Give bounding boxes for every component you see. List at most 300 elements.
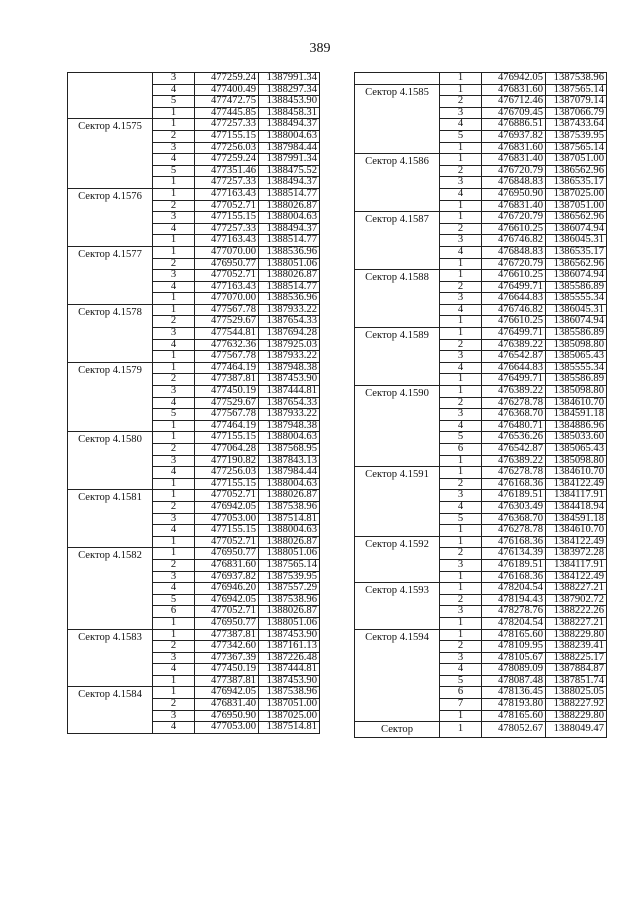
coordinate-y: 1387514.81 bbox=[259, 513, 320, 525]
point-number: 4 bbox=[153, 525, 195, 537]
coordinate-x: 477070.00 bbox=[195, 293, 259, 305]
table-row bbox=[355, 629, 607, 641]
table-row bbox=[355, 270, 607, 282]
coordinate-x: 477529.67 bbox=[195, 316, 259, 328]
point-number: 7 bbox=[440, 699, 482, 711]
sector-name: Сектор 4.1577 bbox=[68, 246, 153, 304]
point-number: 4 bbox=[153, 84, 195, 96]
coordinate-x: 477367.39 bbox=[195, 652, 259, 664]
coordinate-x: 477445.85 bbox=[195, 107, 259, 119]
coordinate-y: 1385098.80 bbox=[546, 455, 607, 467]
point-number: 4 bbox=[153, 664, 195, 676]
coordinate-y: 1384117.91 bbox=[546, 559, 607, 571]
coordinate-y: 1384886.96 bbox=[546, 420, 607, 432]
coordinate-y: 1387025.00 bbox=[546, 188, 607, 200]
coordinate-y: 1388004.63 bbox=[259, 432, 320, 444]
point-number: 1 bbox=[440, 536, 482, 548]
point-number: 3 bbox=[440, 351, 482, 363]
point-number: 1 bbox=[440, 386, 482, 398]
coordinate-y: 1388026.87 bbox=[259, 200, 320, 212]
coordinate-x: 476950.77 bbox=[195, 548, 259, 560]
coordinate-x: 476542.87 bbox=[482, 444, 546, 456]
point-number: 3 bbox=[153, 73, 195, 85]
coordinate-y: 1384610.70 bbox=[546, 467, 607, 479]
table-row bbox=[68, 548, 320, 560]
coordinate-x: 476644.83 bbox=[482, 293, 546, 305]
coordinate-y: 1388026.87 bbox=[259, 270, 320, 282]
coordinate-y: 1387444.81 bbox=[259, 664, 320, 676]
coordinate-y: 1386045.31 bbox=[546, 235, 607, 247]
coordinate-y: 1388004.63 bbox=[259, 130, 320, 142]
coordinate-y: 1388227.21 bbox=[546, 583, 607, 595]
coordinate-y: 1388049.47 bbox=[546, 722, 607, 738]
point-number: 1 bbox=[440, 710, 482, 722]
point-number: 6 bbox=[153, 606, 195, 618]
coordinate-x: 477163.43 bbox=[195, 188, 259, 200]
table-row bbox=[355, 328, 607, 340]
point-number: 2 bbox=[153, 130, 195, 142]
table-row bbox=[355, 84, 607, 96]
coordinate-y: 1388514.77 bbox=[259, 235, 320, 247]
point-number: 3 bbox=[153, 142, 195, 154]
table-row bbox=[68, 687, 320, 699]
sector-name: Сектор 4.1587 bbox=[355, 212, 440, 270]
coordinate-y: 1387991.34 bbox=[259, 73, 320, 85]
point-number: 2 bbox=[440, 478, 482, 490]
point-number: 1 bbox=[440, 583, 482, 595]
coordinate-y: 1384591.18 bbox=[546, 409, 607, 421]
point-number: 5 bbox=[440, 130, 482, 142]
coordinate-x: 478052.67 bbox=[482, 722, 546, 738]
coordinate-y: 1387514.81 bbox=[259, 722, 320, 734]
coordinate-x: 477472.75 bbox=[195, 96, 259, 108]
coordinate-y: 1388458.31 bbox=[259, 107, 320, 119]
coordinate-y: 1387453.90 bbox=[259, 374, 320, 386]
coordinate-y: 1388453.90 bbox=[259, 96, 320, 108]
coordinate-y: 1388227.21 bbox=[546, 617, 607, 629]
point-number: 4 bbox=[153, 397, 195, 409]
coordinate-y: 1387161.13 bbox=[259, 641, 320, 653]
point-number: 2 bbox=[153, 200, 195, 212]
coordinate-x: 476610.25 bbox=[482, 223, 546, 235]
coordinate-y: 1387557.29 bbox=[259, 583, 320, 595]
coordinate-x: 477351.46 bbox=[195, 165, 259, 177]
coordinate-y: 1387568.95 bbox=[259, 444, 320, 456]
coordinate-x: 477053.00 bbox=[195, 513, 259, 525]
coordinate-y: 1387933.22 bbox=[259, 351, 320, 363]
point-number: 1 bbox=[153, 629, 195, 641]
coordinate-x: 476746.82 bbox=[482, 235, 546, 247]
coordinate-x: 478194.43 bbox=[482, 594, 546, 606]
point-number: 1 bbox=[153, 675, 195, 687]
coordinate-x: 476942.05 bbox=[195, 687, 259, 699]
coordinate-x: 476942.05 bbox=[195, 501, 259, 513]
point-number: 2 bbox=[440, 594, 482, 606]
coordinate-y: 1387694.28 bbox=[259, 328, 320, 340]
coordinate-y: 1387453.90 bbox=[259, 629, 320, 641]
coordinate-x: 476886.51 bbox=[482, 119, 546, 131]
coordinate-x: 476499.71 bbox=[482, 281, 546, 293]
point-number: 5 bbox=[440, 513, 482, 525]
coordinate-y: 1387654.33 bbox=[259, 397, 320, 409]
point-number: 2 bbox=[440, 339, 482, 351]
table-row bbox=[68, 629, 320, 641]
table-row bbox=[355, 154, 607, 166]
coordinate-x: 476536.26 bbox=[482, 432, 546, 444]
point-number: 4 bbox=[153, 583, 195, 595]
coordinate-y: 1387565.14 bbox=[546, 142, 607, 154]
point-number: 4 bbox=[153, 467, 195, 479]
sector-name: Сектор 4.1584 bbox=[68, 687, 153, 733]
table-row bbox=[68, 119, 320, 131]
coordinate-x: 476942.05 bbox=[195, 594, 259, 606]
point-number: 1 bbox=[440, 200, 482, 212]
coordinate-y: 1387539.95 bbox=[259, 571, 320, 583]
coordinate-x: 476610.25 bbox=[482, 270, 546, 282]
coordinate-x: 478193.80 bbox=[482, 699, 546, 711]
point-number: 5 bbox=[440, 432, 482, 444]
sector-name: Сектор 4.1594 bbox=[355, 629, 440, 722]
point-number: 1 bbox=[440, 270, 482, 282]
coordinate-x: 477387.81 bbox=[195, 374, 259, 386]
point-number: 1 bbox=[440, 258, 482, 270]
coordinate-x: 478089.09 bbox=[482, 664, 546, 676]
coordinate-x: 477567.78 bbox=[195, 409, 259, 421]
coordinate-x: 476848.83 bbox=[482, 177, 546, 189]
coordinate-y: 1388239.41 bbox=[546, 641, 607, 653]
coordinate-x: 476950.90 bbox=[195, 710, 259, 722]
coordinate-x: 476712.46 bbox=[482, 96, 546, 108]
point-number: 1 bbox=[153, 617, 195, 629]
coordinate-y: 1387984.44 bbox=[259, 467, 320, 479]
sector-name: Сектор 4.1576 bbox=[68, 188, 153, 246]
table-row bbox=[68, 188, 320, 200]
coordinate-y: 1388227.92 bbox=[546, 699, 607, 711]
coordinate-x: 477529.67 bbox=[195, 397, 259, 409]
coordinate-y: 1385098.80 bbox=[546, 339, 607, 351]
coordinate-x: 476134.39 bbox=[482, 548, 546, 560]
coordinate-y: 1388297.34 bbox=[259, 84, 320, 96]
table-row bbox=[68, 304, 320, 316]
coordinate-y: 1387539.95 bbox=[546, 130, 607, 142]
sector-name: Сектор 4.1580 bbox=[68, 432, 153, 490]
point-number: 1 bbox=[153, 362, 195, 374]
coordinate-y: 1386535.17 bbox=[546, 246, 607, 258]
coordinate-y: 1388004.63 bbox=[259, 525, 320, 537]
coordinate-x: 476950.77 bbox=[195, 258, 259, 270]
point-number: 1 bbox=[440, 73, 482, 85]
coordinate-y: 1388536.96 bbox=[259, 246, 320, 258]
sector-name: Сектор 4.1586 bbox=[355, 154, 440, 212]
point-number: 1 bbox=[153, 177, 195, 189]
point-number: 2 bbox=[153, 374, 195, 386]
point-number: 2 bbox=[153, 258, 195, 270]
point-number: 3 bbox=[440, 652, 482, 664]
coordinate-x: 477163.43 bbox=[195, 235, 259, 247]
coordinate-x: 476389.22 bbox=[482, 386, 546, 398]
point-number: 2 bbox=[440, 96, 482, 108]
coordinate-y: 1388025.05 bbox=[546, 687, 607, 699]
coordinate-x: 476720.79 bbox=[482, 212, 546, 224]
coordinate-y: 1384122.49 bbox=[546, 536, 607, 548]
point-number: 1 bbox=[440, 525, 482, 537]
coordinate-x: 476946.20 bbox=[195, 583, 259, 595]
coordinate-x: 478109.95 bbox=[482, 641, 546, 653]
coordinate-x: 476831.60 bbox=[482, 84, 546, 96]
point-number: 3 bbox=[153, 652, 195, 664]
coordinate-y: 1383972.28 bbox=[546, 548, 607, 560]
point-number: 2 bbox=[440, 641, 482, 653]
point-number: 3 bbox=[440, 490, 482, 502]
point-number: 1 bbox=[153, 687, 195, 699]
coordinate-y: 1384122.49 bbox=[546, 571, 607, 583]
point-number: 1 bbox=[440, 467, 482, 479]
coordinate-y: 1388026.87 bbox=[259, 490, 320, 502]
sector-name bbox=[68, 73, 153, 119]
point-number: 1 bbox=[153, 246, 195, 258]
point-number: 4 bbox=[440, 664, 482, 676]
coordinate-x: 476168.36 bbox=[482, 571, 546, 583]
coordinate-x: 477155.15 bbox=[195, 432, 259, 444]
coordinate-x: 476950.90 bbox=[482, 188, 546, 200]
point-number: 5 bbox=[153, 96, 195, 108]
coordinate-x: 477256.03 bbox=[195, 467, 259, 479]
coordinate-x: 477155.15 bbox=[195, 478, 259, 490]
point-number: 3 bbox=[440, 409, 482, 421]
point-number: 4 bbox=[440, 362, 482, 374]
table-row bbox=[355, 467, 607, 479]
coordinate-y: 1387843.13 bbox=[259, 455, 320, 467]
point-number: 1 bbox=[153, 548, 195, 560]
sector-name: Сектор 4.1581 bbox=[68, 490, 153, 548]
point-number: 3 bbox=[153, 710, 195, 722]
coordinate-y: 1387851.74 bbox=[546, 675, 607, 687]
table-row bbox=[68, 432, 320, 444]
sector-name: Сектор 4.1591 bbox=[355, 467, 440, 537]
coordinate-x: 477052.71 bbox=[195, 490, 259, 502]
coordinate-y: 1387538.96 bbox=[259, 687, 320, 699]
coordinate-x: 477567.78 bbox=[195, 351, 259, 363]
coordinate-x: 477450.19 bbox=[195, 664, 259, 676]
point-number: 5 bbox=[153, 594, 195, 606]
coordinate-x: 477070.00 bbox=[195, 246, 259, 258]
coordinate-x: 476831.60 bbox=[482, 142, 546, 154]
point-number: 4 bbox=[440, 246, 482, 258]
point-number: 4 bbox=[440, 119, 482, 131]
coordinate-y: 1385098.80 bbox=[546, 386, 607, 398]
sector-name: Сектор bbox=[355, 722, 440, 738]
coordinate-y: 1387433.64 bbox=[546, 119, 607, 131]
point-number: 3 bbox=[153, 455, 195, 467]
point-number: 4 bbox=[153, 154, 195, 166]
coordinate-x: 478278.76 bbox=[482, 606, 546, 618]
coordinate-y: 1387991.34 bbox=[259, 154, 320, 166]
point-number: 2 bbox=[440, 281, 482, 293]
sector-name: Сектор 4.1578 bbox=[68, 304, 153, 362]
coordinate-x: 476278.78 bbox=[482, 467, 546, 479]
coordinate-x: 477257.33 bbox=[195, 223, 259, 235]
coordinate-x: 476720.79 bbox=[482, 258, 546, 270]
coordinate-y: 1387066.79 bbox=[546, 107, 607, 119]
coordinate-x: 478165.60 bbox=[482, 710, 546, 722]
point-number: 3 bbox=[153, 386, 195, 398]
point-number: 1 bbox=[440, 212, 482, 224]
point-number: 1 bbox=[440, 722, 482, 738]
coordinate-x: 476499.71 bbox=[482, 328, 546, 340]
coordinate-x: 477155.15 bbox=[195, 212, 259, 224]
coordinate-y: 1387984.44 bbox=[259, 142, 320, 154]
point-number: 1 bbox=[440, 571, 482, 583]
point-number: 3 bbox=[153, 571, 195, 583]
coordinate-y: 1388051.06 bbox=[259, 258, 320, 270]
coordinate-y: 1387051.00 bbox=[546, 200, 607, 212]
coordinate-y: 1386074.94 bbox=[546, 223, 607, 235]
coordinate-x: 477052.71 bbox=[195, 606, 259, 618]
point-number: 1 bbox=[153, 107, 195, 119]
coordinate-y: 1387925.03 bbox=[259, 339, 320, 351]
coordinate-x: 477544.81 bbox=[195, 328, 259, 340]
coordinate-x: 477064.28 bbox=[195, 444, 259, 456]
coordinate-x: 477464.19 bbox=[195, 362, 259, 374]
table-row bbox=[68, 246, 320, 258]
coordinate-y: 1387538.96 bbox=[546, 73, 607, 85]
coordinate-x: 476368.70 bbox=[482, 513, 546, 525]
point-number: 1 bbox=[153, 188, 195, 200]
coordinate-x: 477053.00 bbox=[195, 722, 259, 734]
point-number: 5 bbox=[440, 675, 482, 687]
point-number: 1 bbox=[153, 478, 195, 490]
point-number: 6 bbox=[440, 687, 482, 699]
point-number: 4 bbox=[153, 223, 195, 235]
table-row bbox=[68, 73, 320, 85]
point-number: 1 bbox=[153, 420, 195, 432]
coordinate-x: 476480.71 bbox=[482, 420, 546, 432]
point-number: 3 bbox=[153, 212, 195, 224]
point-number: 2 bbox=[153, 501, 195, 513]
point-number: 3 bbox=[440, 606, 482, 618]
point-number: 1 bbox=[153, 293, 195, 305]
coordinate-x: 477400.49 bbox=[195, 84, 259, 96]
coordinate-y: 1387444.81 bbox=[259, 386, 320, 398]
table-row bbox=[68, 362, 320, 374]
coordinate-y: 1388475.52 bbox=[259, 165, 320, 177]
sector-name: Сектор 4.1588 bbox=[355, 270, 440, 328]
coordinate-y: 1387565.14 bbox=[546, 84, 607, 96]
coordinate-y: 1385065.43 bbox=[546, 444, 607, 456]
coordinate-x: 477257.33 bbox=[195, 177, 259, 189]
coordinate-y: 1387565.14 bbox=[259, 559, 320, 571]
coordinate-x: 476168.36 bbox=[482, 536, 546, 548]
point-number: 2 bbox=[440, 223, 482, 235]
coordinate-x: 477387.81 bbox=[195, 675, 259, 687]
coordinate-x: 476831.40 bbox=[482, 200, 546, 212]
coordinate-x: 478204.54 bbox=[482, 583, 546, 595]
point-number: 2 bbox=[153, 699, 195, 711]
coordinate-x: 477464.19 bbox=[195, 420, 259, 432]
point-number: 3 bbox=[440, 235, 482, 247]
point-number: 5 bbox=[153, 165, 195, 177]
point-number: 2 bbox=[153, 444, 195, 456]
coordinate-x: 476610.25 bbox=[482, 316, 546, 328]
coordinate-x: 476942.05 bbox=[482, 73, 546, 85]
coordinate-x: 478087.48 bbox=[482, 675, 546, 687]
point-number: 6 bbox=[440, 444, 482, 456]
point-number: 1 bbox=[440, 142, 482, 154]
sector-name bbox=[355, 73, 440, 85]
coordinate-y: 1387948.38 bbox=[259, 362, 320, 374]
point-number: 2 bbox=[153, 316, 195, 328]
point-number: 1 bbox=[440, 629, 482, 641]
table-row bbox=[355, 722, 607, 738]
coordinate-y: 1388229.80 bbox=[546, 710, 607, 722]
coordinate-y: 1384117.91 bbox=[546, 490, 607, 502]
coordinate-y: 1385033.60 bbox=[546, 432, 607, 444]
coordinate-x: 476168.36 bbox=[482, 478, 546, 490]
coordinate-y: 1384591.18 bbox=[546, 513, 607, 525]
coordinate-y: 1388004.63 bbox=[259, 478, 320, 490]
table-row bbox=[355, 386, 607, 398]
coordinate-x: 478136.45 bbox=[482, 687, 546, 699]
point-number: 1 bbox=[153, 351, 195, 363]
table-row bbox=[355, 536, 607, 548]
point-number: 4 bbox=[440, 188, 482, 200]
point-number: 2 bbox=[440, 165, 482, 177]
sector-name: Сектор 4.1575 bbox=[68, 119, 153, 189]
coordinate-y: 1385555.34 bbox=[546, 293, 607, 305]
point-number: 3 bbox=[440, 177, 482, 189]
coordinate-x: 478105.67 bbox=[482, 652, 546, 664]
point-number: 4 bbox=[153, 722, 195, 734]
coordinate-x: 476937.82 bbox=[482, 130, 546, 142]
coordinate-y: 1387654.33 bbox=[259, 316, 320, 328]
point-number: 3 bbox=[440, 107, 482, 119]
coordinate-x: 478165.60 bbox=[482, 629, 546, 641]
coordinate-y: 1388225.17 bbox=[546, 652, 607, 664]
sector-name: Сектор 4.1579 bbox=[68, 362, 153, 432]
coordinate-y: 1387453.90 bbox=[259, 675, 320, 687]
coordinate-x: 477387.81 bbox=[195, 629, 259, 641]
coordinate-y: 1388494.37 bbox=[259, 177, 320, 189]
coordinate-x: 476950.77 bbox=[195, 617, 259, 629]
coordinate-y: 1386535.17 bbox=[546, 177, 607, 189]
coordinate-y: 1388051.06 bbox=[259, 548, 320, 560]
coordinate-x: 477259.24 bbox=[195, 154, 259, 166]
point-number: 4 bbox=[153, 339, 195, 351]
coordinate-y: 1384610.70 bbox=[546, 525, 607, 537]
coordinate-y: 1387051.00 bbox=[259, 699, 320, 711]
coordinate-y: 1385555.34 bbox=[546, 362, 607, 374]
coordinate-y: 1388004.63 bbox=[259, 212, 320, 224]
coordinate-x: 477256.03 bbox=[195, 142, 259, 154]
point-number: 4 bbox=[153, 281, 195, 293]
coordinate-y: 1385586.89 bbox=[546, 328, 607, 340]
coordinate-x: 476542.87 bbox=[482, 351, 546, 363]
coordinate-x: 477259.24 bbox=[195, 73, 259, 85]
coordinate-x: 476831.40 bbox=[482, 154, 546, 166]
point-number: 1 bbox=[440, 374, 482, 386]
coordinate-x: 476499.71 bbox=[482, 374, 546, 386]
point-number: 1 bbox=[440, 154, 482, 166]
point-number: 1 bbox=[153, 119, 195, 131]
sector-name: Сектор 4.1585 bbox=[355, 84, 440, 154]
coordinate-y: 1388514.77 bbox=[259, 281, 320, 293]
coordinate-y: 1385586.89 bbox=[546, 374, 607, 386]
table-row bbox=[355, 212, 607, 224]
coordinate-x: 477632.36 bbox=[195, 339, 259, 351]
coordinate-y: 1388514.77 bbox=[259, 188, 320, 200]
point-number: 3 bbox=[153, 270, 195, 282]
coordinate-x: 477163.43 bbox=[195, 281, 259, 293]
